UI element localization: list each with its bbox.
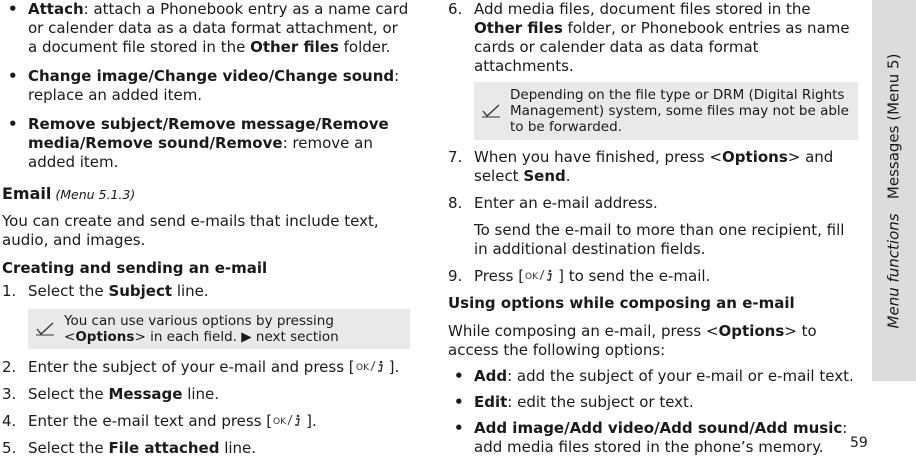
svg-text:OK: OK	[525, 271, 539, 282]
step-3: 3. Select the Message line.	[2, 385, 220, 403]
bullet-dot: •	[8, 0, 18, 18]
bullet-attach: • Attach: attach a Phonebook entry as a name card or calender data as a data format attachment, or a document file stored in the Other files folder.	[8, 0, 409, 56]
email-heading: Email (Menu 5.1.3)	[2, 184, 136, 203]
next-section-link[interactable]: next section	[251, 329, 339, 345]
step-2: 2. Enter the subject of your e-mail and press [ OK ].	[2, 358, 400, 376]
right-column	[448, 0, 860, 457]
section-side-tab	[872, 0, 916, 381]
bullet-change: • Change image/Change video/Change sound: replace an added item.	[8, 67, 400, 104]
side-tab-label: Menu functions Messages (Menu 5)	[884, 53, 903, 328]
step-7: 7. When you have finished, press <Options> and select Send.	[448, 148, 834, 185]
step-8-detail: To send the e-mail to more than one recipient, fill in additional destination fields.	[474, 221, 845, 258]
step-1: 1. Select the Subject line.	[2, 282, 209, 300]
creating-heading: Creating and sending an e-mail	[2, 259, 268, 277]
left-column	[2, 0, 410, 458]
note-pencil-icon	[35, 322, 55, 336]
bullet-remove: • Remove subject/Remove message/Remove media/Remove sound/Remove: remove an added item.	[8, 115, 389, 171]
options-intro: While composing an e-mail, press <Options> to access the following options:	[448, 322, 817, 359]
step-6: 6. Add media files, document files stored in the Other files folder, or Phonebook entries as name cards or calender data as data format attachments.	[448, 0, 850, 75]
ok-info-key-icon	[355, 359, 389, 373]
bullet-add-media: • Add image/Add video/Add sound/Add music: add media files stored in the phone’s memory.	[454, 419, 848, 456]
next-section-arrow-icon: ▶	[241, 329, 252, 345]
bullet-dot: •	[454, 419, 464, 437]
page-number: 59	[850, 435, 868, 451]
ok-info-key-icon	[272, 413, 306, 427]
bullet-dot: •	[8, 67, 18, 85]
drm-note: Depending on the file type or DRM (Digital Rights Management) system, some files may not be able to be forwarded.	[474, 82, 858, 140]
step-5: 5. Select the File attached line.	[2, 439, 257, 457]
svg-text:OK: OK	[355, 362, 369, 373]
step-9: 9. Press [ OK ] to send the e-mail.	[448, 267, 711, 285]
bullet-term: Attach	[28, 0, 84, 18]
email-intro: You can create and send e-mails that include text, audio, and images.	[2, 212, 379, 249]
email-menu-ref: (Menu 5.1.3)	[55, 187, 136, 202]
step-8: 8. Enter an e-mail address.	[448, 194, 658, 212]
step-4: 4. Enter the e-mail text and press [ OK ].	[2, 412, 317, 430]
ok-info-key-icon	[524, 268, 558, 282]
bullet-add: • Add: add the subject of your e-mail or e-mail text.	[454, 367, 854, 385]
bullet-dot: •	[8, 115, 18, 133]
bullet-dot: •	[454, 393, 464, 411]
bullet-dot: •	[454, 367, 464, 385]
note-pencil-icon	[481, 104, 501, 118]
bullet-edit: • Edit: edit the subject or text.	[454, 393, 694, 411]
options-heading: Using options while composing an e-mail	[448, 294, 795, 312]
svg-text:OK: OK	[273, 416, 287, 427]
options-note: You can use various options by pressing <Options> in each field. ▶ next section	[28, 309, 410, 349]
